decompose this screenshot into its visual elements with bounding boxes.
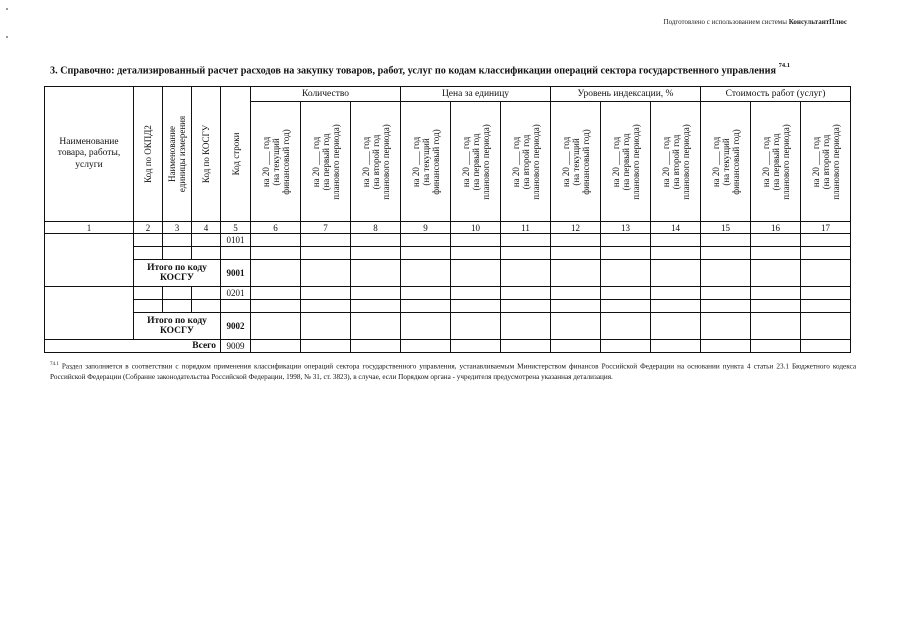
kosgu-cell[interactable] <box>192 247 221 260</box>
scan-mark <box>6 36 8 38</box>
value-cell[interactable] <box>601 247 651 260</box>
value-cell[interactable] <box>551 340 601 353</box>
line-code: 9001 <box>221 260 251 287</box>
subtotal-label: Итого по коду КОСГУ <box>134 260 221 287</box>
value-cell[interactable] <box>451 287 501 300</box>
okpd-cell[interactable] <box>134 247 163 260</box>
col-number: 6 <box>251 222 301 234</box>
value-cell[interactable] <box>651 247 701 260</box>
period-label: на 20 ___ год (на второй год планового периода) <box>810 123 841 200</box>
value-cell[interactable] <box>651 260 701 287</box>
period-header <box>751 102 801 222</box>
total-row <box>45 340 851 353</box>
period-header <box>451 102 501 222</box>
value-cell[interactable] <box>701 247 751 260</box>
period-label: на 20 ___ год (на первый год планового периода) <box>760 123 791 200</box>
value-cell[interactable] <box>301 340 351 353</box>
col-number: 15 <box>701 222 751 234</box>
value-cell[interactable] <box>601 300 651 313</box>
value-cell[interactable] <box>501 340 551 353</box>
header-note <box>664 18 847 26</box>
okpd-cell[interactable] <box>134 300 163 313</box>
value-cell[interactable] <box>751 247 801 260</box>
col-number: 11 <box>501 222 551 234</box>
col-number: 9 <box>401 222 451 234</box>
total-label: Всего <box>45 340 221 353</box>
kosgu-cell[interactable] <box>192 234 221 247</box>
value-cell[interactable] <box>401 247 451 260</box>
header-unit-label: Наименование единицы измерения <box>166 115 187 193</box>
value-cell[interactable] <box>801 260 851 287</box>
period-header <box>701 102 751 222</box>
col-number: 8 <box>351 222 401 234</box>
table-row <box>45 247 851 260</box>
period-label: на 20 ___ год (на первый год планового периода) <box>310 123 341 200</box>
footnote <box>50 361 856 382</box>
value-cell[interactable] <box>301 313 351 340</box>
okpd-cell[interactable] <box>134 287 163 300</box>
value-cell[interactable] <box>701 340 751 353</box>
group-unit-price: Цена за единицу <box>401 87 551 102</box>
value-cell[interactable] <box>351 340 401 353</box>
value-cell[interactable] <box>801 313 851 340</box>
kosgu-cell[interactable] <box>192 287 221 300</box>
header-line-code <box>221 87 251 222</box>
col-number: 14 <box>651 222 701 234</box>
value-cell[interactable] <box>351 234 401 247</box>
value-cell[interactable] <box>701 313 751 340</box>
value-cell[interactable] <box>351 287 401 300</box>
header-note-prefix: Подготовлено с использованием системы <box>663 18 789 26</box>
okpd-cell[interactable] <box>134 234 163 247</box>
value-cell[interactable] <box>751 300 801 313</box>
value-cell[interactable] <box>551 300 601 313</box>
group-indexation: Уровень индексации, % <box>551 87 701 102</box>
value-cell[interactable] <box>451 260 501 287</box>
value-cell[interactable] <box>501 300 551 313</box>
value-cell[interactable] <box>601 340 651 353</box>
period-label: на 20 ___ год (на первый год планового периода) <box>460 123 491 200</box>
scan-mark <box>6 8 8 10</box>
value-cell[interactable] <box>301 300 351 313</box>
period-label: на 20 ___ год (на второй год планового периода) <box>360 123 391 200</box>
column-numbers-row <box>45 222 851 234</box>
value-cell[interactable] <box>551 247 601 260</box>
header-name <box>45 87 134 222</box>
value-cell[interactable] <box>651 234 701 247</box>
value-cell[interactable] <box>701 260 751 287</box>
value-cell[interactable] <box>701 300 751 313</box>
value-cell[interactable] <box>401 340 451 353</box>
col-number: 13 <box>601 222 651 234</box>
col-number: 16 <box>751 222 801 234</box>
value-cell[interactable] <box>251 234 301 247</box>
value-cell[interactable] <box>451 300 501 313</box>
value-cell[interactable] <box>651 300 701 313</box>
value-cell[interactable] <box>251 247 301 260</box>
value-cell[interactable] <box>301 247 351 260</box>
unit-cell[interactable] <box>163 287 192 300</box>
line-code: 0101 <box>221 234 251 247</box>
line-code: 9009 <box>221 340 251 353</box>
table-row <box>45 234 851 247</box>
value-cell[interactable] <box>651 340 701 353</box>
value-cell[interactable] <box>401 313 451 340</box>
value-cell[interactable] <box>351 313 401 340</box>
col-number: 5 <box>221 222 251 234</box>
value-cell[interactable] <box>801 247 851 260</box>
unit-cell[interactable] <box>163 234 192 247</box>
header-line-code-label: Код строки <box>230 132 241 176</box>
value-cell[interactable] <box>451 247 501 260</box>
period-header <box>551 102 601 222</box>
value-cell[interactable] <box>751 234 801 247</box>
period-label: на 20 ___ год (на второй год планового периода) <box>660 123 691 200</box>
value-cell[interactable] <box>251 287 301 300</box>
line-code: 0201 <box>221 287 251 300</box>
footnote-ref: 74.1 <box>50 362 59 367</box>
section-title <box>50 64 860 76</box>
value-cell[interactable] <box>251 300 301 313</box>
value-cell[interactable] <box>751 313 801 340</box>
header-note-brand: КонсультантПлюс <box>788 18 847 26</box>
period-header <box>251 102 301 222</box>
value-cell[interactable] <box>301 287 351 300</box>
value-cell[interactable] <box>551 234 601 247</box>
value-cell[interactable] <box>401 260 451 287</box>
footnote-text: Раздел заполняется в соответствии с порядком применения классификации операций сектора государственного управления, устанавливаемым Министерством финансов Российской Федерации на основании пункта 4 статьи 23.1 Бюджетного кодекса Российской Федерации (Собрание законодательства Российской Федерации, 1998, № 31, ст. 3823), в случае, если Порядком органа - учредителя предусмотрена указанная детализация. <box>50 362 857 381</box>
value-cell[interactable] <box>501 247 551 260</box>
section-title-ref: 74.1 <box>778 62 790 69</box>
header-kosgu-label: Код по КОСГУ <box>200 124 211 184</box>
value-cell[interactable] <box>601 260 651 287</box>
header-unit <box>163 87 192 222</box>
value-cell[interactable] <box>601 287 651 300</box>
period-header <box>501 102 551 222</box>
value-cell[interactable] <box>451 340 501 353</box>
period-header <box>351 102 401 222</box>
header-name-label: Наименование товара, работы, услуги <box>57 136 121 170</box>
col-number: 2 <box>134 222 163 234</box>
value-cell[interactable] <box>551 260 601 287</box>
value-cell[interactable] <box>351 260 401 287</box>
value-cell[interactable] <box>751 287 801 300</box>
subtotal-label: Итого по коду КОСГУ <box>134 313 221 340</box>
value-cell[interactable] <box>751 260 801 287</box>
period-label: на 20 ___ год (на второй год планового периода) <box>510 123 541 200</box>
value-cell[interactable] <box>701 234 751 247</box>
col-number: 1 <box>45 222 134 234</box>
group-cost: Стоимость работ (услуг) <box>701 87 851 102</box>
value-cell[interactable] <box>701 287 751 300</box>
kosgu-cell[interactable] <box>192 300 221 313</box>
calculation-table <box>44 86 851 353</box>
value-cell[interactable] <box>651 287 701 300</box>
value-cell[interactable] <box>601 313 651 340</box>
header-okpd-label: Код по ОКПД2 <box>142 125 153 183</box>
value-cell[interactable] <box>351 247 401 260</box>
value-cell[interactable] <box>251 260 301 287</box>
col-number: 17 <box>801 222 851 234</box>
value-cell[interactable] <box>501 313 551 340</box>
period-header <box>601 102 651 222</box>
value-cell[interactable] <box>751 340 801 353</box>
value-cell[interactable] <box>301 260 351 287</box>
value-cell[interactable] <box>651 313 701 340</box>
value-cell[interactable] <box>501 260 551 287</box>
col-number: 10 <box>451 222 501 234</box>
value-cell[interactable] <box>301 234 351 247</box>
period-header <box>401 102 451 222</box>
value-cell[interactable] <box>801 300 851 313</box>
line-code-cell[interactable] <box>221 247 251 260</box>
value-cell[interactable] <box>801 287 851 300</box>
value-cell[interactable] <box>501 287 551 300</box>
value-cell[interactable] <box>401 300 451 313</box>
table-row <box>45 300 851 313</box>
value-cell[interactable] <box>801 234 851 247</box>
col-number: 12 <box>551 222 601 234</box>
value-cell[interactable] <box>251 340 301 353</box>
unit-cell[interactable] <box>163 300 192 313</box>
subtotal-row <box>45 313 851 340</box>
period-header <box>651 102 701 222</box>
table-row <box>45 287 851 300</box>
period-label: на 20 ___ год (на текущий финансовый год) <box>710 128 741 195</box>
header-okpd <box>134 87 163 222</box>
period-label: на 20 ___ год (на первый год планового периода) <box>610 123 641 200</box>
value-cell[interactable] <box>551 313 601 340</box>
period-label: на 20 ___ год (на текущий финансовый год) <box>560 128 591 195</box>
value-cell[interactable] <box>501 234 551 247</box>
period-label: на 20 ___ год (на текущий финансовый год) <box>260 128 291 195</box>
value-cell[interactable] <box>601 234 651 247</box>
item-name-cell[interactable] <box>45 287 134 340</box>
group-quantity: Количество <box>251 87 401 102</box>
period-label: на 20 ___ год (на текущий финансовый год) <box>410 128 441 195</box>
item-name-cell[interactable] <box>45 234 134 287</box>
col-number: 3 <box>163 222 192 234</box>
subtotal-row <box>45 260 851 287</box>
line-code-cell[interactable] <box>221 300 251 313</box>
line-code: 9002 <box>221 313 251 340</box>
value-cell[interactable] <box>401 287 451 300</box>
value-cell[interactable] <box>551 287 601 300</box>
col-number: 4 <box>192 222 221 234</box>
value-cell[interactable] <box>451 234 501 247</box>
value-cell[interactable] <box>401 234 451 247</box>
value-cell[interactable] <box>251 313 301 340</box>
value-cell[interactable] <box>801 340 851 353</box>
period-header <box>301 102 351 222</box>
value-cell[interactable] <box>351 300 401 313</box>
section-title-text: 3. Справочно: детализированный расчет расходов на закупку товаров, работ, услуг по кодам классификации операций сектора государственного управления <box>50 65 777 77</box>
unit-cell[interactable] <box>163 247 192 260</box>
header-kosgu <box>192 87 221 222</box>
period-header <box>801 102 851 222</box>
col-number: 7 <box>301 222 351 234</box>
value-cell[interactable] <box>451 313 501 340</box>
